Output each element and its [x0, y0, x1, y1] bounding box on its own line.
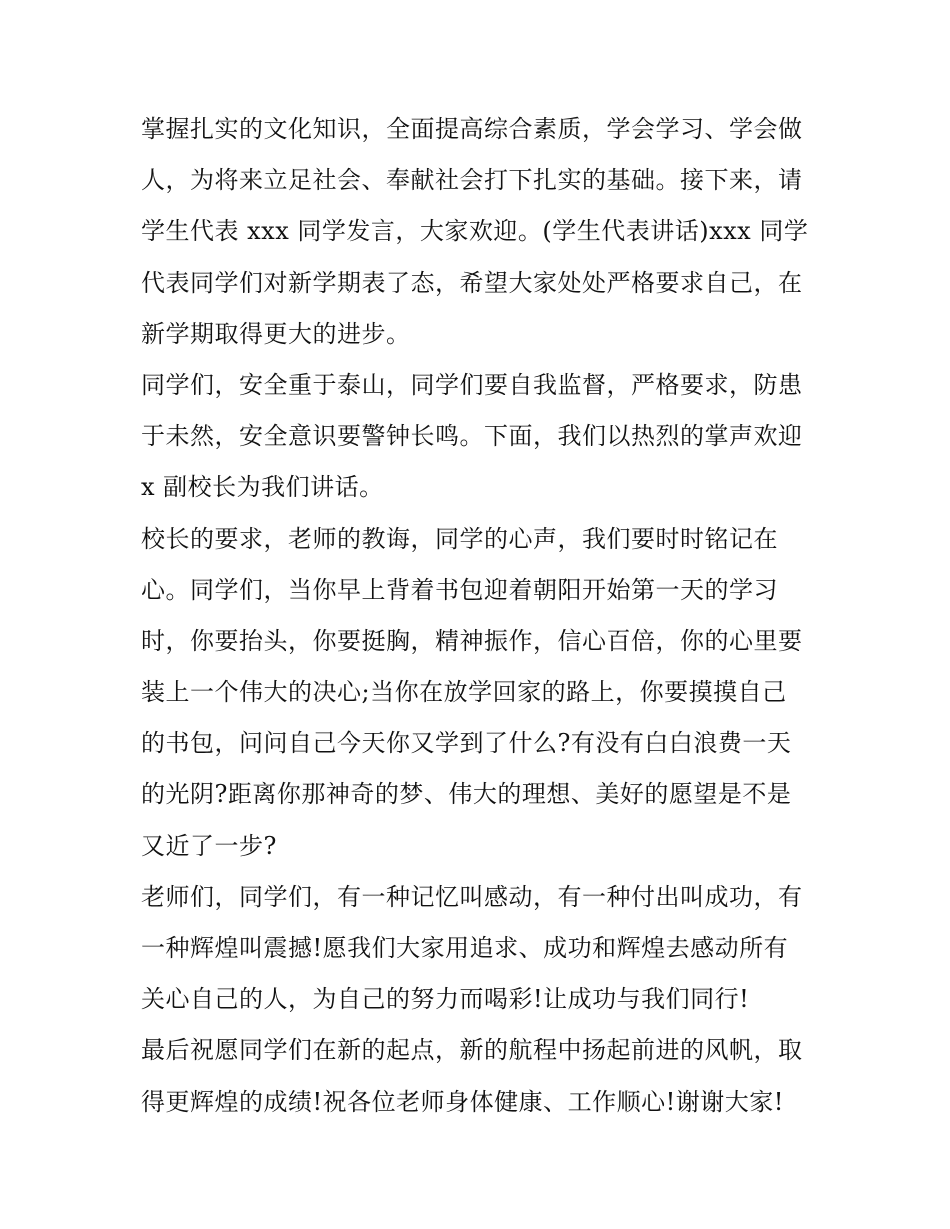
- text-line: 一种辉煌叫震撼!愿我们大家用追求、成功和辉煌去感动所有: [141, 934, 789, 962]
- text-line: 的书包，问问自己今天你又学到了什么?有没有白白浪费一天: [141, 729, 792, 758]
- text-line: 人，为将来立足社会、奉献社会打下扎实的基础。接下来，请: [141, 166, 803, 195]
- text-line: 同学们，安全重于泰山，同学们要自我监督，严格要求，防患: [141, 370, 803, 399]
- text-line: 得更辉煌的成绩!祝各位老师身体健康、工作顺心!谢谢大家!: [141, 1087, 784, 1116]
- text-line: 的光阴?距离你那神奇的梦、伟大的理想、美好的愿望是不是: [141, 780, 792, 809]
- text-line: 校长的要求，老师的教诲，同学的心声，我们要时时铭记在: [141, 524, 778, 553]
- text-line: 新学期取得更大的进步。: [141, 319, 411, 348]
- document-body: [141, 104, 821, 1128]
- text-line: 代表同学们对新学期表了态，希望大家处处严格要求自己，在: [141, 268, 803, 297]
- text-line: 于未然，安全意识要警钟长鸣。下面，我们以热烈的掌声欢迎: [141, 422, 803, 451]
- text-line: 最后祝愿同学们在新的起点，新的航程中扬起前进的风帆，取: [141, 1036, 803, 1065]
- text-line: 学生代表 xxx 同学发言，大家欢迎。(学生代表讲话)xxx 同学: [141, 217, 809, 246]
- text-line: 老师们，同学们，有一种记忆叫感动，有一种付出叫成功，有: [141, 882, 803, 911]
- text-line: 又近了一步?: [141, 831, 277, 860]
- text-line: 心。同学们，当你早上背着书包迎着朝阳开始第一天的学习: [141, 575, 778, 604]
- text-line: 装上一个伟大的决心;当你在放学回家的路上，你要摸摸自己: [141, 678, 787, 707]
- text-line: 掌握扎实的文化知识，全面提高综合素质，学会学习、学会做: [141, 115, 803, 143]
- text-line: 关心自己的人，为自己的努力而喝彩!让成功与我们同行!: [141, 985, 750, 1014]
- text-line: x 副校长为我们讲话。: [141, 473, 384, 502]
- text-line: 时，你要抬头，你要挺胸，精神振作，信心百倍，你的心里要: [141, 626, 803, 655]
